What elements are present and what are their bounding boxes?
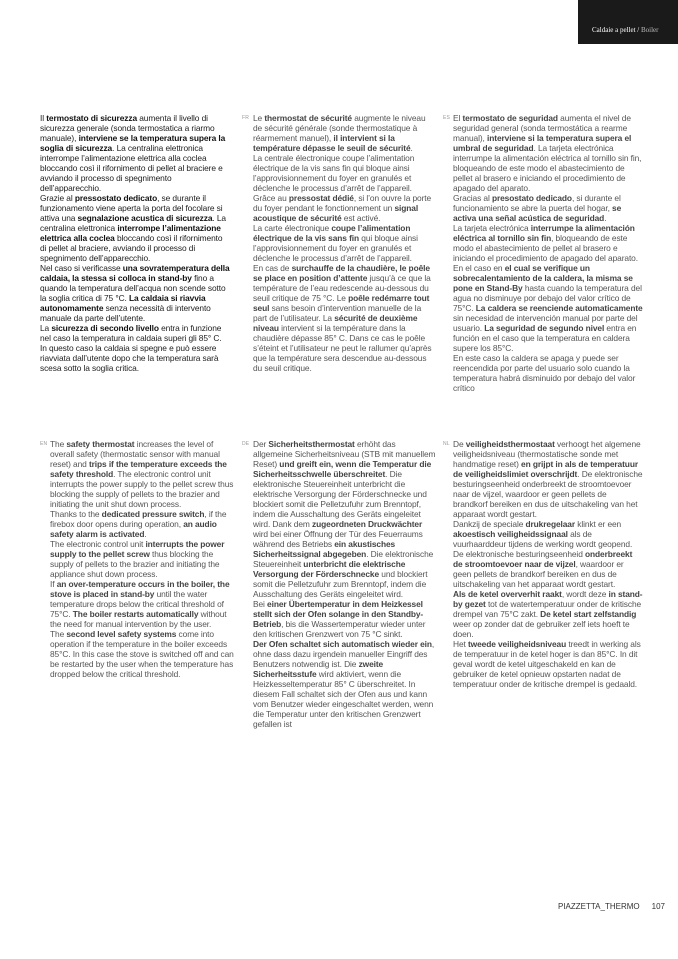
text-run: entra in funzione nel caso la temperatura in caldaia superi gli 85° C. In questo caso la caldaia si spegne e può essere riavviata dall’utente dopo che la temperatura sarà scesa sotto la soglia critica. — [40, 323, 222, 373]
it-paragraph-1 — [40, 113, 230, 193]
bold-text: einer Übertemperatur in dem Heizkessel stellt sich der Ofen solange in den Standby-Betrieb — [253, 599, 424, 629]
section-header — [578, 0, 678, 44]
es-paragraph-1 — [453, 113, 643, 193]
text-run: klinkt er een — [575, 519, 622, 529]
text-run: augmente le niveau de sécurité générale (sonde thermostatique à réarmement manuel), — [253, 113, 426, 143]
text-column-de — [253, 439, 436, 729]
nl-paragraph-1 — [453, 439, 643, 519]
bold-text: Als de ketel oververhit raakt — [453, 589, 562, 599]
bold-text: zweite Sicherheitsstufe — [253, 659, 384, 679]
text-run: . — [410, 143, 413, 153]
bold-text: interviene si la temperatura supera el umbral de seguridad — [453, 133, 632, 153]
text-run: . Die elektronische Steuereinheit — [253, 549, 434, 569]
bold-text: pressostato dedicato — [74, 193, 158, 203]
text-run: aumenta el nivel de seguridad general (sonda termostática a rearme manual), — [453, 113, 631, 143]
header-separator: / — [635, 26, 641, 34]
bold-text: coupe l’alimentation électrique de la vis sans fin — [253, 223, 411, 243]
bold-text: sicurezza di secondo livello — [51, 323, 159, 333]
bold-text: tweede veiligheidsniveau — [467, 639, 567, 649]
bold-text: in stand-by gezet — [453, 589, 643, 609]
en-paragraph-4 — [50, 579, 236, 629]
bold-text: akoestisch veiligheidssignaal — [453, 529, 568, 539]
bold-text: una sovratemperatura della caldaia, la stessa si colloca in stand-by — [40, 263, 230, 283]
text-run: El — [453, 113, 463, 123]
it-paragraph-4 — [40, 323, 230, 373]
de-paragraph-1 — [253, 439, 436, 599]
text-run: est activé. — [341, 213, 381, 223]
text-run: , wordt deze — [561, 589, 609, 599]
bold-text: zugeordneten Druckwächter — [312, 519, 423, 529]
text-run: hasta cuando la temperatura del agua no disminuye por debajo del valor crítico de 75°C. — [453, 283, 642, 313]
header-title: Caldaie a pellet — [592, 26, 636, 34]
fr-paragraph-3 — [253, 193, 436, 223]
bold-text: sécurité de deuxième niveau — [253, 313, 418, 333]
en-paragraph-2 — [50, 509, 236, 539]
bold-text: poêle redémarre tout seul — [253, 293, 430, 313]
text-run: . De elektronische besturingseenheid onderbreekt de stroomtoevoer naar de vijzel, waardoor er geen pellets de brandkorf bereiken en dus de uitschakeling van het apparaat wordt gestart. — [453, 469, 643, 519]
text-run: . La centralina elettronica — [40, 213, 226, 233]
bold-text: interrompe l’alimentazione elettrica alla coclea — [40, 223, 221, 243]
en-paragraph-3 — [50, 539, 236, 579]
text-run: Bei — [253, 599, 268, 609]
text-run: La — [40, 323, 52, 333]
text-run: senza necessità di intervento manuale da parte dell’utente. — [40, 303, 211, 323]
text-run: , se durante il funzionamento viene aperta la porta del focolare si attiva una — [40, 193, 223, 223]
text-run: wird aktiviert, wenn die Heizkesseltemperatur 85° C überschreitet. In diesem Fall schaltet sich der Ofen aus und kann vom Benutzer wieder eingeschaltet werden, wenn die Temperatur unter den kritischen Grenzwert gefallen ist — [253, 669, 434, 729]
text-run: wird bei einer Öffnung der Tür des Feuerraums während des Betriebs — [253, 529, 423, 549]
text-run: increases the level of overall safety (thermostatic sensor with manual reset) and — [50, 439, 220, 469]
text-run: als de vuurhaarddeur tijdens de werking wordt geopend. De elektronische besturingseenheid — [453, 529, 633, 559]
bold-text: La caldaia si riavvia autonomamente — [40, 293, 206, 313]
bold-text: el cual se verifique un sobrecalentamiento de la caldera, la misma se pone en Stand-By — [453, 263, 633, 293]
text-run: . Die elektronische Steuereinheit unterbricht die elektrische Versorgung der Förderschnecke und blockiert somit die Pelletzufuhr zum Brenntopf, indem die Ausschaltung des Geräts eingeleitet wird. Dank dem — [253, 469, 427, 529]
lang-label-de: DE — [242, 441, 250, 447]
page-footer — [558, 902, 665, 911]
text-run: Thanks to the — [50, 509, 102, 519]
de-paragraph-3 — [253, 639, 436, 729]
text-run: , if the firebox door opens during operation, — [50, 509, 227, 529]
bold-text: il intervient si la température dépasse le seuil de sécurité — [253, 133, 411, 153]
bold-text: surchauffe de la chaudière, le poêle se place en position d’attente — [253, 263, 430, 283]
footer-brand: PIAZZETTA_THERMO — [558, 902, 640, 911]
es-paragraph-3 — [453, 223, 643, 263]
bold-text: an audio safety alarm is activated — [50, 519, 217, 539]
es-paragraph-2 — [453, 193, 643, 223]
de-paragraph-2 — [253, 599, 436, 639]
bold-text: presostato dedicado — [491, 193, 572, 203]
bold-text: signal acoustique de sécurité — [253, 203, 419, 223]
it-paragraph-2 — [40, 193, 230, 263]
text-run: , si durante el funcionamiento se abre la puerta del hogar, — [453, 193, 621, 213]
text-run: qui bloque ainsi l’approvisionnement du foyer en granulés et déclenche le processus d’arrêt de l’appareil. — [253, 233, 418, 263]
fr-paragraph-4 — [253, 223, 436, 263]
bold-text: interrupts the power supply to the pellet screw — [50, 539, 225, 559]
text-run: weer op zonder dat de gebruiker zelf iets hoeft te doen. — [453, 619, 630, 639]
text-run: , si l’on ouvre la porte du foyer pendant le fonctionnement un — [253, 193, 432, 213]
text-run: Het — [453, 639, 468, 649]
bold-text: Sicherheitsthermostat — [268, 439, 355, 449]
en-paragraph-5 — [50, 629, 236, 679]
text-run: The electronic control unit — [50, 539, 146, 549]
text-run: If — [50, 579, 57, 589]
en-paragraph-1 — [50, 439, 236, 509]
bold-text: La caldera se reenciende automaticamente — [475, 303, 643, 313]
text-run: . — [144, 529, 147, 539]
text-run: thus blocking the supply of pellets to the brazier and initiating the appliance shut down process. — [50, 549, 220, 579]
text-column-nl — [453, 439, 643, 689]
bold-text: ein akustisches Sicherheitssignal abgegeben — [253, 539, 396, 559]
text-run: La carte électronique — [253, 223, 332, 233]
text-column-en — [50, 439, 236, 679]
text-run: tot de watertemperatuur onder de kritische drempel van 75°C zakt. — [453, 599, 642, 619]
text-run: , ohne dass dazu irgendein manueller Eingriff des Benutzers notwendig ist. Die — [253, 639, 435, 669]
text-run: Grazie al — [40, 193, 75, 203]
bold-text: Der Ofen schaltet sich automatisch wieder ein — [253, 639, 432, 649]
text-run: , waardoor er geen pellets de brandkorf bereiken en dus de uitschakeling van het apparaat wordt gestart. — [453, 559, 624, 589]
bold-text: interviene se la temperatura supera la soglia di sicurezza — [40, 133, 226, 153]
text-column-es — [453, 113, 643, 393]
fr-paragraph-2 — [253, 153, 436, 193]
bold-text: termostato de seguridad — [462, 113, 558, 123]
text-run: En este caso la caldera se apaga y puede ser reencendida por parte del usuario solo cuando la temperatura habrá disminuido por debajo del valor crítico — [453, 353, 636, 393]
lang-label-nl: NL — [443, 441, 450, 447]
bold-text: onderbreekt de stroomtoevoer naar de vijzel — [453, 549, 633, 569]
es-paragraph-4 — [453, 263, 643, 353]
text-run: Der — [253, 439, 269, 449]
text-run: entra en función en el caso que la temperatura en caldera supere los 85°C. — [453, 323, 637, 353]
lang-label-fr: FR — [242, 115, 250, 121]
text-run: . The electronic control unit interrupts the power supply to the pellet screw thus blocking the supply of pellets to the brazier and initiating the unit shut down process. — [50, 469, 234, 509]
text-run: La centrale électronique coupe l’alimentation électrique de la vis sans fin qui bloque ainsi l’approvisionnement du foyer en granulés et déclenche le processus d’arrêt de l’appareil. — [253, 153, 415, 193]
text-run: aumenta il livello di sicurezza generale (sonda termostatica a riarmo manuale), — [40, 113, 215, 143]
text-run: fino a quando la temperatura dell’acqua non scende sotto la soglia critica di 75 °C. — [40, 273, 226, 303]
text-run: Dankzij de speciale — [453, 519, 526, 529]
bold-text: De ketel start zelfstandig — [540, 609, 637, 619]
nl-paragraph-3 — [453, 589, 643, 639]
bold-text: safety thermostat — [66, 439, 135, 449]
text-run: Grâce au — [253, 193, 289, 203]
bold-text: unterbricht die elektrische Versorgung der Förderschnecke — [253, 559, 406, 579]
header-section: Boiler — [641, 26, 659, 34]
text-run: bloccando così il rifornimento di pellet al braciere, avviando il processo di spegnimento dell’apparecchio. — [40, 233, 223, 263]
bold-text: drukregelaar — [525, 519, 576, 529]
text-run: La tarjeta electrónica — [453, 223, 531, 233]
text-run: Le — [253, 113, 265, 123]
bold-text: trips if the temperature exceeds the safety threshold — [50, 459, 227, 479]
page-number: 107 — [651, 902, 665, 911]
text-run: Nel caso si verificasse — [40, 263, 123, 273]
fr-paragraph-1 — [253, 113, 436, 153]
bold-text: dedicated pressure switch — [101, 509, 205, 519]
bold-text: pressostat dédié — [288, 193, 354, 203]
text-run: En cas de — [253, 263, 292, 273]
es-paragraph-5 — [453, 353, 643, 393]
bold-text: thermostat de sécurité — [264, 113, 352, 123]
bold-text: se activa una señal acústica de seguridad — [453, 203, 622, 223]
text-run: Gracias al — [453, 193, 492, 203]
text-run: sin necesidad de intervención manual por parte del usuario. — [453, 313, 638, 333]
bold-text: veiligheidsthermostaat — [465, 439, 555, 449]
text-run: En el caso en — [453, 263, 505, 273]
nl-paragraph-4 — [453, 639, 643, 689]
text-column-fr — [253, 113, 436, 373]
text-run: und blockiert somit die Pelletzufuhr zum Brenntopf, indem die Ausschaltung des Geräts eingeleitet wird. — [253, 569, 428, 599]
text-run: sans besoin d’intervention manuelle de la part de l’utilisateur. La — [253, 303, 422, 323]
bold-text: The boiler restarts automatically — [72, 609, 199, 619]
bold-text: an over-temperature occurs in the boiler, the stove is placed in stand-by — [50, 579, 230, 599]
text-run: treedt in werking als de temperatuur in de ketel hoger is dan 85°C. In dit geval wordt de ketel uitgeschakeld en kan de gebruiker de ketel opnieuw opstarten nadat de temperatuur onder de kritische drempel is gedaald. — [453, 639, 641, 689]
bold-text: segnalazione acustica di sicurezza — [77, 213, 213, 223]
text-run: De — [453, 439, 466, 449]
text-run: jusqu’à ce que la température de l’eau redescende au-dessous du seuil critique de 75 °C. Le — [253, 273, 431, 303]
text-run: , bis die Wassertemperatur wieder unter den kritischen Grenzwert von 75 °C sinkt. — [253, 619, 426, 639]
text-run: verhoogt het algemene veiligheidsniveau (thermostatische sonde met handmatige reset) — [453, 439, 641, 469]
text-run: . — [604, 213, 607, 223]
text-column-it — [40, 113, 230, 373]
it-paragraph-3 — [40, 263, 230, 323]
text-run: without the need for manual intervention by the user. — [50, 609, 227, 629]
bold-text: termostato di sicurezza — [46, 113, 138, 123]
text-run: The — [50, 629, 67, 639]
bold-text: en grijpt in als de temperatuur de veiligheidslimiet overschrijdt — [453, 459, 638, 479]
text-run: . La centralina elettronica interrompe l’alimentazione elettrica alla coclea bloccando così il rifornimento di pellet al braciere e avviando il processo di spegnimento dell’apparecchio. — [40, 143, 223, 193]
bold-text: second level safety systems — [66, 629, 177, 639]
lang-label-en: EN — [40, 441, 48, 447]
text-run: until the water temperature drops below the critical threshold of 75°C. — [50, 589, 224, 619]
fr-paragraph-5 — [253, 263, 436, 373]
bold-text: interrumpe la alimentación eléctrica al tornillo sin fin — [453, 223, 635, 243]
lang-label-es: ES — [443, 115, 451, 121]
text-run: The — [50, 439, 67, 449]
text-run: erhöht das allgemeine Sicherheitsniveau (STB mit manuellem Reset) — [253, 439, 436, 469]
text-run: . La tarjeta electrónica interrumpe la alimentación eléctrica al tornillo sin fin, bloqueando de este modo el abastecimiento de pellet al brasero e iniciando el procedimiento de apagado del aparato. — [453, 143, 642, 193]
text-run: come into operation if the temperature in the boiler exceeds 85°C. In this case the stove is switched off and can be restarted by the user when the temperature has dropped below the critical threshold. — [50, 629, 234, 679]
bold-text: und greift ein, wenn die Temperatur die Sicherheitsschwelle überschreitet — [253, 459, 432, 479]
text-run: intervient si la température dans la chaudière dépasse 85° C. Dans ce cas le poêle s’éteint et l’utilisateur ne peut le rallumer qu’après que la température sera descendue au-dessous du seuil critique. — [253, 323, 432, 373]
nl-paragraph-2 — [453, 519, 643, 589]
text-run: Il — [40, 113, 47, 123]
text-run: , bloqueando de este modo el abastecimiento de pellet al brasero e iniciando el procedimiento de apagado del aparato. — [453, 233, 638, 263]
bold-text: La seguridad de segundo nivel — [484, 323, 605, 333]
